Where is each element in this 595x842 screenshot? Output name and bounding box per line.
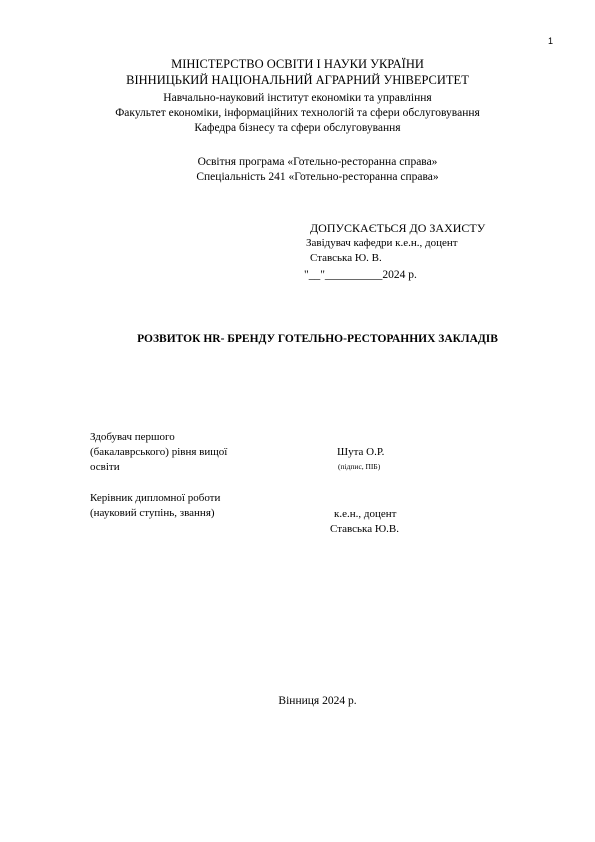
supervisor-label-line1: Керівник дипломної роботи <box>90 492 221 504</box>
department-head-name: Ставська Ю. В. <box>310 252 382 264</box>
signature-caption: (підпис, ПІБ) <box>338 462 381 471</box>
supervisor-label <box>90 491 220 521</box>
specialty: Спеціальність 241 «Готельно-ресторанна справа» <box>196 171 439 183</box>
page-number: 1 <box>547 36 553 46</box>
admission-heading: ДОПУСКАЄТЬСЯ ДО ЗАХИСТУ <box>310 221 486 235</box>
student-label-line2: (бакалаврського) рівня вищої <box>90 446 228 458</box>
supervisor-name: Ставська Ю.В. <box>330 523 399 535</box>
student-label-line1: Здобувач першого <box>90 431 175 443</box>
supervisor-degree: к.е.н., доцент <box>334 508 397 520</box>
student-label-line3: освіти <box>90 461 120 473</box>
institute-name: Навчально-науковий інститут економіки та управління <box>163 92 432 104</box>
program-info <box>0 155 595 185</box>
admission-block <box>304 221 485 283</box>
supervisor-label-line2: (науковий ступінь, звання) <box>90 507 215 519</box>
student-name: Шута О.Р. <box>337 446 385 458</box>
department-head-role: Завідувач кафедри к.е.н., доцент <box>306 237 458 249</box>
ministry-name: МІНІСТЕРСТВО ОСВІТИ І НАУКИ УКРАЇНИ <box>171 57 424 71</box>
educational-program: Освітня програма «Готельно-ресторанна справа» <box>197 156 438 168</box>
department-name: Кафедра бізнесу та сфери обслуговування <box>194 122 401 134</box>
admission-date-line: "__"__________2024 р. <box>304 269 417 281</box>
city-year: Вінниця 2024 р. <box>278 695 357 707</box>
student-label <box>90 430 227 475</box>
thesis-title: РОЗВИТОК HR- БРЕНДУ ГОТЕЛЬНО-РЕСТОРАННИХ ЗАКЛАДІВ <box>137 333 498 345</box>
university-name: ВІННИЦЬКИЙ НАЦІОНАЛЬНИЙ АГРАРНИЙ УНІВЕРСИТЕТ <box>126 73 469 87</box>
faculty-name: Факультет економіки, інформаційних технологій та сфери обслуговування <box>115 107 480 119</box>
institution-header <box>0 56 595 136</box>
